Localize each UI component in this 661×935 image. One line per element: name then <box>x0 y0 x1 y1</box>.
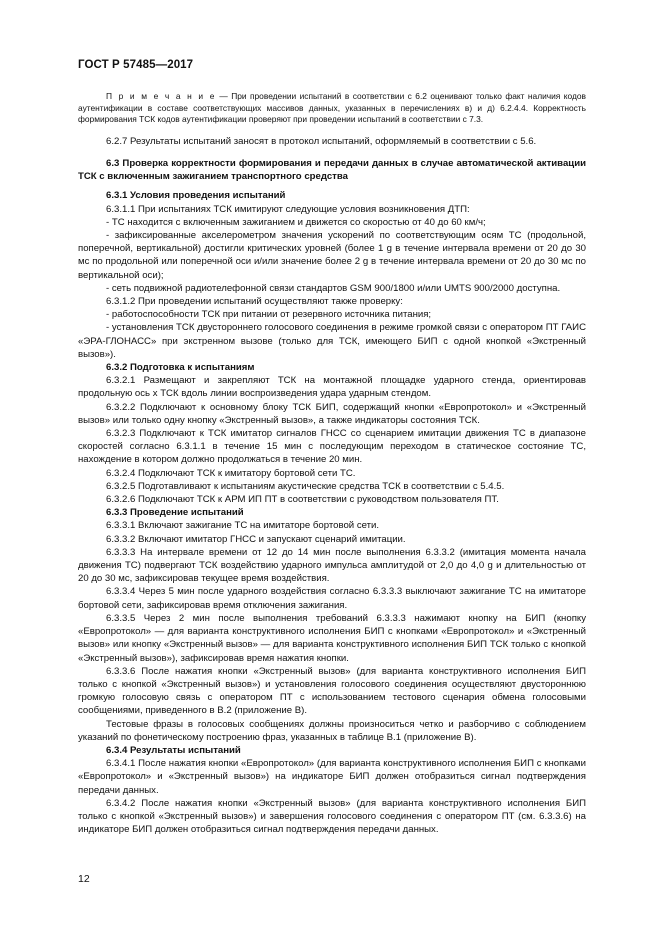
note-dash: — <box>215 91 232 101</box>
paragraph-p-test: Тестовые фразы в голосовых сообщениях должны произноситься четко и разборчиво с соблюдением указаний по фонетическому построению фраз, указанных в таблице В.1 (приложение В). <box>78 718 586 743</box>
paragraph-p-6342: 6.3.4.2 После нажатия кнопки «Экстренный вызов» (для варианта конструктивного исполнения БИП только с кнопкой «Экстренный вызов») и завершения голосового соединения с оператором ПТ (см. 6.3.3.6) на индикаторе БИП должен отобразиться сигнал подтверждения передачи данных. <box>78 797 586 836</box>
paragraph-p-627: 6.2.7 Результаты испытаний заносят в протокол испытаний, оформляемый в соответствии с 5.6. <box>106 135 537 147</box>
section-heading-h-631: 6.3.1 Условия проведения испытаний <box>106 190 286 202</box>
paragraph-p-6312-a: - работоспособности ТСК при питании от резервного источника питания; <box>106 309 432 321</box>
paragraph-p-6333: 6.3.3.3 На интервале времени от 12 до 14 мин после выполнения 6.3.3.2 (имитация момента начала движения ТС) подвергают ТСК воздействию ударного импульса амплитудой от 2,0 до 4,0 g и длительностью от 20 до 30 мс, зафиксировав текущее время воздействия. <box>78 546 586 585</box>
section-heading-h-633: 6.3.3 Проведение испытаний <box>106 507 244 519</box>
section-body <box>78 135 586 837</box>
paragraph-p-6331: 6.3.3.1 Включают зажигание ТС на имитаторе бортовой сети. <box>106 520 380 532</box>
paragraph-p-6334: 6.3.3.4 Через 5 мин после ударного воздействия согласно 6.3.3.3 выключают зажигание ТС на имитаторе бортовой сети, зафиксировав время отключения зажигания. <box>78 586 586 611</box>
paragraph-p-6332: 6.3.3.2 Включают имитатор ГНСС и запускают сценарий имитации. <box>106 533 406 545</box>
paragraph-p-6322: 6.3.2.2 Подключают к основному блоку ТСК БИП, содержащий кнопки «Европротокол» и «Экстренный вызов» или только одну кнопку «Экстренный вызов», а также индикаторы состояния ТСК. <box>78 401 586 426</box>
page-number: 12 <box>78 873 90 885</box>
note-label: П р и м е ч а н и е <box>106 91 216 101</box>
paragraph-p-6341: 6.3.4.1 После нажатия кнопки «Европротокол» (для варианта конструктивного исполнения БИП с кнопками «Европротокол» и «Экстренный вызов») на индикаторе БИП должен отобразиться сигнал подтверждения передачи данных. <box>78 758 586 796</box>
paragraph-p-6335: 6.3.3.5 Через 2 мин после выполнения требований 6.3.3.3 нажимают кнопку на БИП (кнопку «Европротокол» — для варианта конструктивного исполнения БИП с кнопками «Европротокол» и «Экстренный вызов» или кнопку «Экстренный вызов» — для варианта конструктивного исполнения БИП ТСК только с кнопкой «Экстренный вызов»), зафиксировав время нажатия кнопки. <box>78 612 586 664</box>
note-text: При проведении испытаний в соответствии с 6.2 оценивают только факт наличия кодов аутентификации в составе соответствующих массивов данных, указанных в перечислениях в) и д) 6.2.4.4. Корректность формирования ТСК кодов аутентификации проверяют при проведении испытаний в соответствии с 7.3. <box>78 91 586 125</box>
paragraph-p-6311-b: - зафиксированные акселерометром значения ускорений по соответствующим осям ТС (продольной, поперечной, вертикальной) достигли критических уровней (более 1 g в течение интервала времени от 20 до 30 мс по продольной или поперечной оси и/или значение более 2 g в течение интервала времени от 20 до 30 мс по вертикальной оси); <box>78 230 586 281</box>
paragraph-p-6311-c: - сеть подвижной радиотелефонной связи стандартов GSM 900/1800 и/или UMTS 900/2000 доступна. <box>106 282 561 294</box>
paragraph-p-6323: 6.3.2.3 Подключают к ТСК имитатор сигналов ГНСС со сценарием имитации движения ТС в диапазоне скоростей согласно 6.3.1.1 в течение 15 мин с последующим переходом в статическое состояние ТС, нахождение в котором должно продолжаться в течение 20 мин. <box>78 428 586 466</box>
paragraph-p-6325: 6.3.2.5 Подготавливают к испытаниям акустические средства ТСК в соответствии с 5.4.5. <box>106 480 505 492</box>
section-heading-h-634: 6.3.4 Результаты испытаний <box>106 744 241 756</box>
spacer <box>78 126 586 135</box>
paragraph-p-6321: 6.3.2.1 Размещают и закрепляют ТСК на монтажной площадке ударного стенда, ориентировав продольную ось x ТСК вдоль линии воспроизведения удара ударным стендом. <box>78 375 586 400</box>
spacer <box>78 148 586 157</box>
note-paragraph <box>78 91 586 126</box>
paragraph-p-6311: 6.3.1.1 При испытаниях ТСК имитируют следующие условия возникновения ДТП: <box>106 203 470 215</box>
paragraph-p-6312-b: - установления ТСК двустороннего голосового соединения в режиме громкой связи с оператором ПТ ГАИС «ЭРА-ГЛОНАСС» при экстренном вызове (только для ТСК, имеющего БИП с одной кнопкой «Экстренный вызов»). <box>78 322 586 360</box>
page-content <box>78 91 586 836</box>
paragraph-p-6312: 6.3.1.2 При проведении испытаний осуществляют также проверку: <box>106 296 403 308</box>
paragraph-p-6324: 6.3.2.4 Подключают ТСК к имитатору бортовой сети ТС. <box>106 467 356 479</box>
section-heading-h-63: 6.3 Проверка корректности формирования и передачи данных в случае автоматической активации ТСК с включенным зажиганием транспортного средства <box>78 157 586 183</box>
standard-header: ГОСТ Р 57485—2017 <box>78 59 194 71</box>
section-heading-h-632: 6.3.2 Подготовка к испытаниям <box>106 362 255 374</box>
paragraph-p-6326: 6.3.2.6 Подключают ТСК к АРМ ИП ПТ в соответствии с руководством пользователя ПТ. <box>106 494 499 506</box>
paragraph-p-6336: 6.3.3.6 После нажатия кнопки «Экстренный вызов» (для варианта конструктивного исполнения БИП только с кнопкой «Экстренный вызов») и установления голосового соединения осуществляют двустороннюю громкую голосовую связь с оператором ПТ с использованием тестового сценария обмена голосовыми сообщениями, приведенного в В.2 (приложение В). <box>78 665 586 717</box>
paragraph-p-6311-a: - ТС находится с включенным зажиганием и движется со скоростью от 40 до 60 км/ч; <box>106 216 486 228</box>
